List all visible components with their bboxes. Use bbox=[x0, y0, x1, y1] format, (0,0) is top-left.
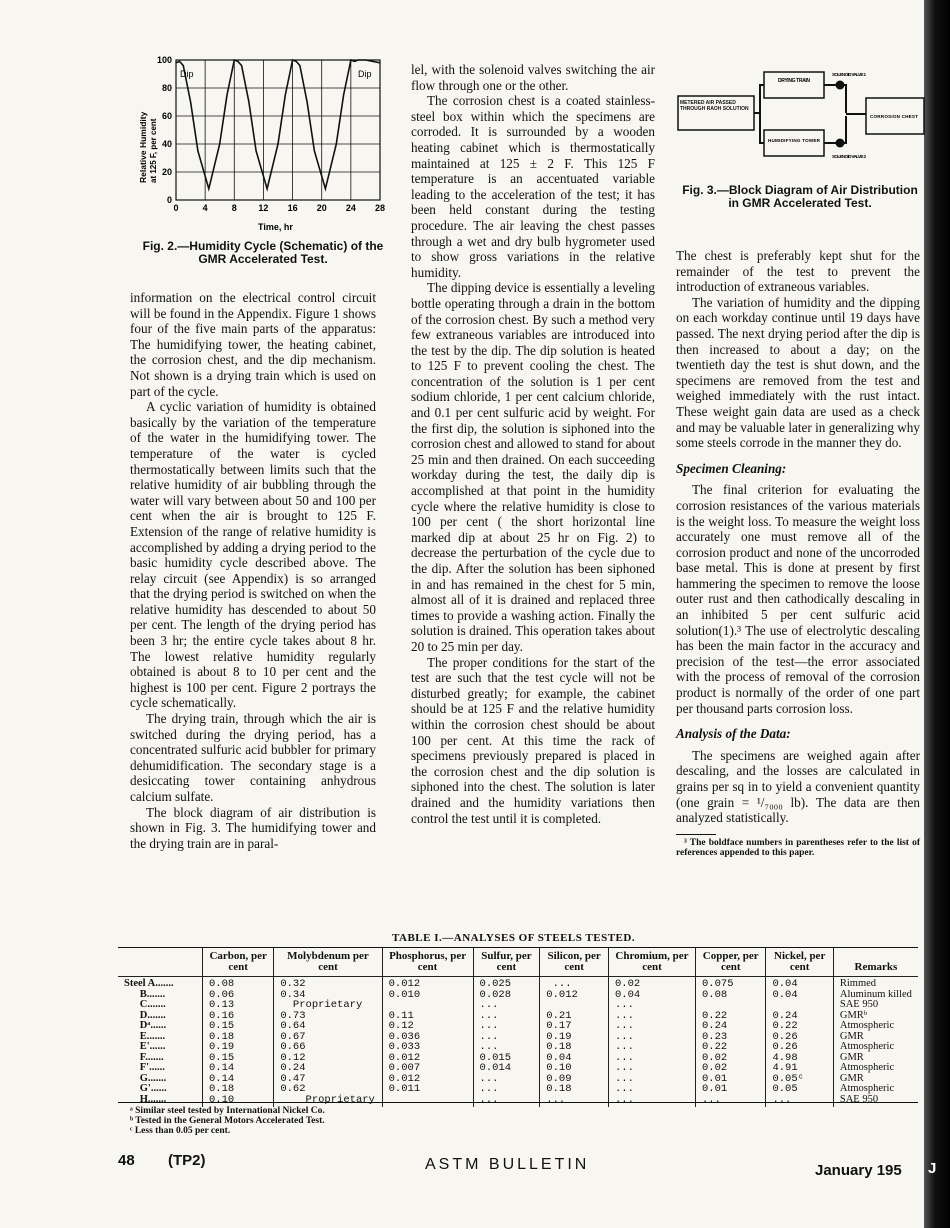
col3-paragraph-3: The final criterion for evaluating the corrosion resistances of the various materials is the weight loss. To measure the weight loss accurately one must remove all of the corrosion product and none of the uncorroded base metal. This is done at present by first hammering the specimen to remove the loose outer rust and then cathodically descaling in an inhibited 5 per cent sulfuric acid solution(1).³ The use of electrolytic descaling has been the main factor in the accuracy and precision of the test—the error associated with the process of removal of the corrosion product is normally of the order of one part per thousand parts corrosion loss. bbox=[676, 482, 920, 716]
col3-paragraph-4: The specimens are weighed again after descaling, and the losses are calculated in grains per sq in to yield a convenient quantity (one grain = ¹/₇₀₀₀ lb). The data are then analyzed statistically. bbox=[676, 747, 920, 826]
header-steel bbox=[118, 948, 203, 977]
header-remarks: Remarks bbox=[833, 948, 918, 977]
footnote-rule bbox=[676, 834, 716, 835]
figure-2-caption: Fig. 2.—Humidity Cycle (Schematic) of the GMR Accelerated Test. bbox=[142, 239, 384, 266]
drying-train-label: DRYING TRAIN bbox=[778, 78, 810, 84]
table-notes bbox=[130, 1106, 325, 1136]
y-tick-label: 80 bbox=[161, 83, 172, 93]
page-code: (TP2) bbox=[168, 1152, 206, 1169]
y-tick-label: 60 bbox=[161, 111, 172, 121]
scan-dark-edge bbox=[924, 0, 950, 1228]
x-tick-label: 4 bbox=[202, 203, 208, 213]
corrosion-chest-label: CORROSION CHEST bbox=[870, 114, 918, 119]
table-note-a: ᵃ Similar steel tested by International Nickel Co. bbox=[130, 1106, 325, 1116]
phosphorus-values: 0.012 0.010 0.11 0.12 0.036 0.033 0.012 0.007 0.012 0.011 bbox=[382, 977, 473, 1108]
section-heading-specimen-cleaning: Specimen Cleaning: bbox=[676, 460, 787, 476]
metered-air-label: METERED AIR PASSED THROUGH RAOH SOLUTION bbox=[680, 100, 749, 112]
header-molybdenum: Molybdenum per cent bbox=[274, 948, 382, 977]
header-chromium: Chromium, per cent bbox=[608, 948, 695, 977]
x-tick-label: 0 bbox=[173, 203, 179, 213]
table-row bbox=[118, 977, 918, 1108]
silicon-values: ... 0.012 0.21 0.17 0.19 0.18 0.04 0.10 0.09 0.18 ... bbox=[540, 977, 609, 1108]
x-tick-label: 8 bbox=[231, 203, 237, 213]
solenoid-valve-1-label: SOLENOID VALVE 1 bbox=[832, 72, 866, 77]
molybdenum-values: 0.32 0.34 Proprietary 0.73 0.64 0.67 0.66 0.12 0.24 0.47 0.62 Proprietary bbox=[274, 977, 382, 1108]
remarks-values: Rimmed Aluminum killed SAE 950 GMRᵇ Atmospheric GMR Atmospheric GMR Atmospheric GMR Atmospheric SAE 950 bbox=[833, 977, 918, 1108]
x-tick-label: 12 bbox=[258, 203, 269, 213]
steel-analysis-table bbox=[118, 948, 918, 1107]
section-heading-analysis: Analysis of the Data: bbox=[676, 726, 791, 742]
journal-name: ASTM BULLETIN bbox=[425, 1156, 590, 1173]
x-tick-label: 16 bbox=[287, 203, 298, 213]
x-tick-label: 20 bbox=[316, 203, 327, 213]
nickel-values: 0.04 0.04 0.24 0.22 0.26 0.26 4.98 4.91 0.05ᶜ 0.05 ... bbox=[766, 977, 833, 1108]
col1-paragraph-2: A cyclic variation of humidity is obtained basically by the variation of the temperature of the water in the humidifying tower. The temperature of the water is cycled thermostatically between limits such that the relative humidity of air bubbling through the water will vary between about 50 and 100 per cent when the air is brought to 125 F. Extension of the range of relative humidity is accomplished by adding a drying period to the basic humidity cycle described above. The relay circuit (see Appendix) is so arranged that the drying period is switched on when the relative humidity has descended to about 50 per cent. The length of the drying period has been 3 hr; the entire cycle takes about 8 hr. The lowest relative humidity regularly obtained is about 8 to 10 per cent and the highest is 100 per cent. Figure 2 portrays the cycle schematically. bbox=[130, 399, 376, 711]
y-axis-label-2: at 125 F, per cent bbox=[149, 118, 158, 183]
copper-values: 0.075 0.08 0.22 0.24 0.23 0.22 0.02 0.02 0.01 0.01 ... bbox=[695, 977, 765, 1108]
figure-3-diagram bbox=[674, 66, 926, 176]
x-axis-label: Time, hr bbox=[258, 222, 293, 232]
dip-annotation-right: Dip bbox=[358, 69, 372, 79]
header-carbon: Carbon, per cent bbox=[203, 948, 274, 977]
carbon-values: 0.08 0.06 0.13 0.16 0.15 0.18 0.19 0.15 0.14 0.14 0.18 0.10 bbox=[203, 977, 274, 1108]
col2-paragraph-1: lel, with the solenoid valves switching the air flow through one or the other. bbox=[411, 62, 655, 93]
column-2 bbox=[411, 62, 655, 826]
header-sulfur: Sulfur, per cent bbox=[473, 948, 540, 977]
header-phosphorus: Phosphorus, per cent bbox=[382, 948, 473, 977]
humidifying-tower-label: HUMIDIFYING TOWER bbox=[768, 138, 820, 143]
figure-2-chart bbox=[132, 48, 392, 234]
column-1 bbox=[130, 290, 376, 851]
sulfur-values: 0.025 0.028 ... ... ... ... ... 0.015 0.014 ... ... ... bbox=[473, 977, 540, 1108]
y-tick-label: 20 bbox=[161, 167, 172, 177]
col1-paragraph-1: information on the electrical control circuit will be found in the Appendix. Figure 1 shows four of the five main parts of the apparatus: The humidifying tower, the heating cabinet, the corrosion chest, and the dip mechanism. Not shown is a drying train which is used on part of the cycle. bbox=[130, 290, 376, 399]
header-silicon: Silicon, per cent bbox=[540, 948, 609, 977]
header-copper: Copper, per cent bbox=[695, 948, 765, 977]
table-title: TABLE I.—ANALYSES OF STEELS TESTED. bbox=[392, 932, 636, 944]
chromium-values: 0.02 0.04 ... ... ... ... ... ... ... ... ... ... bbox=[608, 977, 695, 1108]
y-tick-label: 0 bbox=[166, 195, 172, 205]
header-nickel: Nickel, per cent bbox=[766, 948, 833, 977]
table-header-row bbox=[118, 948, 918, 977]
y-tick-label: 100 bbox=[156, 55, 172, 65]
table-note-c: ᶜ Less than 0.05 per cent. bbox=[130, 1126, 231, 1136]
dip-annotation-left: Dip bbox=[180, 69, 194, 79]
edge-letter: J bbox=[928, 1160, 937, 1177]
y-axis-label-1: Relative Humidity bbox=[138, 111, 148, 183]
col1-paragraph-4: The block diagram of air distribution is shown in Fig. 3. The humidifying tower and the drying train are in paral- bbox=[130, 804, 376, 851]
solenoid-valve-2-label: SOLENOID VALVE 2 bbox=[832, 154, 866, 159]
x-tick-label: 28 bbox=[374, 203, 386, 213]
page-number: 48 bbox=[118, 1152, 135, 1169]
col3-paragraph-2: The variation of humidity and the dipping on each workday continue until 19 days have passed. The next drying period after the dip is then increased to about a day; on the twentieth day the test is shut down, and the specimens are removed from the test and weighed immediately with the rust intact. These weight gain data are used as a check and may be valuable later in generalizing why some steels corrode in the manner they do. bbox=[676, 294, 920, 451]
y-tick-label: 40 bbox=[161, 139, 172, 149]
col2-paragraph-2: The corrosion chest is a coated stainless-steel box within which the specimens are corroded. It is surrounded by a wooden heating cabinet which is thermostatically maintained at 125 ± 2 F. This 125 F temperature is an accentuated variable leading to the acceleration of the test; it has been held constant during the testing procedure. The air leaving the chest passes through a wet and dry bulb hygrometer used to show gross variations in the relative humidity. bbox=[411, 93, 655, 280]
col2-paragraph-3: The dipping device is essentially a leveling bottle operating through a drain in the bottom of the corrosion chest. By such a method very few extraneous variables are introduced into the test by the dip. The dip solution is heated to 125 F to prevent cooling the chest. The concentration of the solution is 1 per cent sodium chloride, 1 per cent calcium chloride, and 0.1 per cent sulfuric acid by weight. For the first dip, the solution is siphoned into the corrosion chest and allowed to stand for about 25 min and then drained. On each succeeding workday during the test, the daily dip is accomplished at that point in the humidity cycle where the relative humidity is close to 100 per cent ( the short horizontal line marked dip at about 25 hr on Fig. 2) to decrease the perturbation of the cycle due to the dip. After the solution has been siphoned in and has remained in the chest for 5 min, almost all of it is drained and replaced three times to provide a washing action. Finally the solution is drained. This operation takes about 20 to 25 min per day. bbox=[411, 280, 655, 654]
figure-3-caption: Fig. 3.—Block Diagram of Air Distribution in GMR Accelerated Test. bbox=[682, 183, 918, 210]
col3-footnote: ³ The boldface numbers in parentheses refer to the list of references appended to this paper. bbox=[676, 837, 920, 858]
x-tick-label: 24 bbox=[345, 203, 356, 213]
issue-date: January 195 bbox=[815, 1162, 902, 1179]
col3-paragraph-1: The chest is preferably kept shut for the remainder of the test to prevent the introduction of extraneous variables. bbox=[676, 248, 920, 295]
table-bottom-rule bbox=[118, 1102, 918, 1103]
column-3 bbox=[676, 248, 920, 858]
col1-paragraph-3: The drying train, through which the air is switched during the drying period, has a concentrated sulfuric acid bubbler for primary dehumidification. The secondary stage is a desiccating tower containing anhydrous calcium sulfate. bbox=[130, 711, 376, 804]
humidity-cycle-line bbox=[176, 60, 380, 189]
col2-paragraph-4: The proper conditions for the start of the test are such that the test cycle will not be disturbed greatly; for example, the cabinet should be at 125 F and the relative humidity within the corrosion chest should be about 100 per cent. At this time the rack of specimens previously prepared is placed in the corrosion chest and the dip solution is siphoned into the chest. The solution is later drained and the humidity variations then control the test until it is completed. bbox=[411, 654, 655, 826]
table-note-b: ᵇ Tested in the General Motors Accelerated Test. bbox=[130, 1116, 325, 1126]
steel-designations: Steel A....... B....... C....... D....... Dᵃ...... E....... E'...... F....... F'...... G....... G'...... H....... bbox=[124, 978, 174, 1105]
